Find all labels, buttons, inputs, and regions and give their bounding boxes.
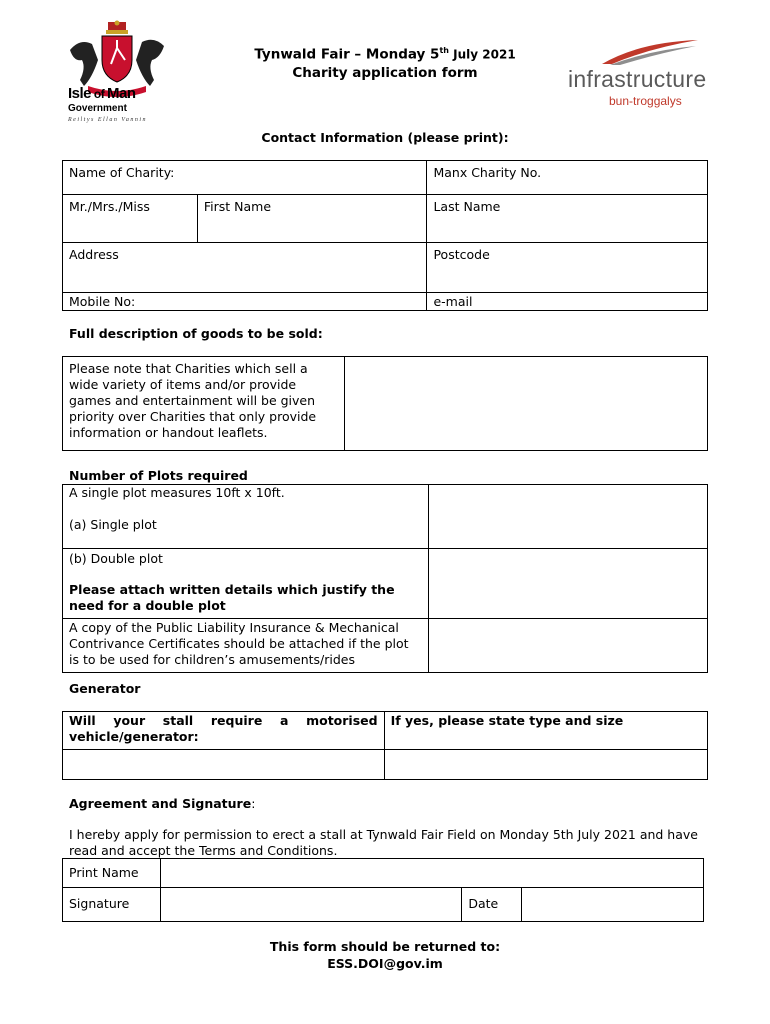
footer-email[interactable]: ESS.DOI@gov.im bbox=[327, 956, 443, 971]
title-field[interactable] bbox=[63, 195, 198, 243]
title-label: Mr./Mrs./Miss bbox=[69, 199, 150, 214]
first-name-field[interactable] bbox=[197, 195, 427, 243]
email-label: e-mail bbox=[433, 294, 473, 309]
print-name-label: Print Name bbox=[69, 865, 139, 880]
plots-table bbox=[62, 484, 708, 673]
generator-answer-field[interactable] bbox=[63, 750, 385, 780]
footer-line-1: This form should be returned to: bbox=[269, 939, 501, 954]
signature-label: Signature bbox=[69, 896, 130, 911]
manx-charity-no-field[interactable] bbox=[427, 161, 708, 195]
date-field[interactable] bbox=[522, 888, 704, 922]
address-label: Address bbox=[69, 247, 119, 262]
signature-label-cell bbox=[63, 888, 161, 922]
print-name-label-cell bbox=[63, 859, 161, 888]
single-plot-cell bbox=[63, 485, 429, 549]
last-name-label: Last Name bbox=[433, 199, 501, 214]
generator-question bbox=[63, 712, 385, 750]
double-plot-justify-text: Please attach written details which justify the need for a double plot bbox=[69, 582, 395, 613]
generator-if-yes bbox=[384, 712, 707, 750]
infrastructure-name: infrastructure bbox=[568, 66, 707, 92]
title-line-1: Tynwald Fair – Monday 5th July 2021 bbox=[254, 46, 516, 63]
agreement-heading: Agreement and Signature: bbox=[69, 796, 256, 811]
name-of-charity-label: Name of Charity: bbox=[69, 165, 175, 180]
insurance-field[interactable] bbox=[428, 619, 707, 673]
footer bbox=[160, 938, 610, 972]
generator-table bbox=[62, 711, 708, 780]
contact-heading: Contact Information (please print): bbox=[261, 130, 509, 145]
insurance-text: A copy of the Public Liability Insurance & Mechanical Contrivance Certificates should be attached if the plot is to be used for children’s amusements/rides bbox=[69, 620, 409, 667]
iom-name: Isle of Man bbox=[68, 85, 136, 102]
generator-type-field[interactable] bbox=[384, 750, 707, 780]
first-name-label: First Name bbox=[203, 199, 272, 214]
iom-motto: Reiltys Ellan Vannin bbox=[68, 117, 147, 123]
contact-table bbox=[62, 160, 708, 311]
infrastructure-logo bbox=[562, 38, 737, 108]
double-plot-field[interactable] bbox=[428, 549, 707, 619]
date-label: Date bbox=[468, 896, 499, 911]
infrastructure-subtitle: bun-troggalys bbox=[609, 94, 682, 108]
plots-heading: Number of Plots required bbox=[69, 468, 248, 483]
mobile-label: Mobile No: bbox=[69, 294, 136, 309]
swoosh-icon bbox=[600, 38, 700, 66]
name-of-charity-field[interactable] bbox=[63, 161, 427, 195]
signature-field[interactable] bbox=[160, 888, 461, 922]
postcode-label: Postcode bbox=[433, 247, 490, 262]
goods-heading: Full description of goods to be sold: bbox=[69, 326, 323, 341]
title-line-2: Charity application form bbox=[292, 64, 478, 81]
email-field[interactable] bbox=[427, 293, 708, 311]
date-label-cell bbox=[462, 888, 522, 922]
generator-if-yes-text: If yes, please state type and size bbox=[390, 713, 624, 728]
postcode-field[interactable] bbox=[427, 243, 708, 293]
single-plot-field[interactable] bbox=[428, 485, 707, 549]
double-plot-label: (b) Double plot bbox=[69, 551, 163, 566]
signature-table bbox=[62, 858, 704, 922]
insurance-note bbox=[63, 619, 429, 673]
address-field[interactable] bbox=[63, 243, 427, 293]
double-plot-cell bbox=[63, 549, 429, 619]
manx-charity-no-label: Manx Charity No. bbox=[433, 165, 542, 180]
isle-of-man-government-logo bbox=[62, 20, 172, 125]
page-title bbox=[220, 42, 550, 82]
generator-question-text: Will your stall require a motorised vehicle/generator: bbox=[69, 713, 378, 744]
goods-table bbox=[62, 356, 708, 451]
last-name-field[interactable] bbox=[427, 195, 708, 243]
goods-note-text: Please note that Charities which sell a wide variety of items and/or provide games and entertainment will be given priority over Charities that only provide information or handout leaflets. bbox=[69, 361, 317, 440]
iom-subtitle: Government bbox=[68, 103, 127, 114]
generator-heading: Generator bbox=[69, 681, 141, 696]
goods-description-field[interactable] bbox=[344, 357, 707, 451]
mobile-field[interactable] bbox=[63, 293, 427, 311]
single-plot-label: (a) Single plot bbox=[69, 517, 157, 532]
plot-measure-text: A single plot measures 10ft x 10ft. bbox=[69, 485, 285, 500]
goods-note bbox=[63, 357, 345, 451]
agreement-statement: I hereby apply for permission to erect a stall at Tynwald Fair Field on Monday 5th July 2021 and have read and accept the Terms and Conditions. bbox=[69, 827, 698, 858]
print-name-field[interactable] bbox=[160, 859, 703, 888]
